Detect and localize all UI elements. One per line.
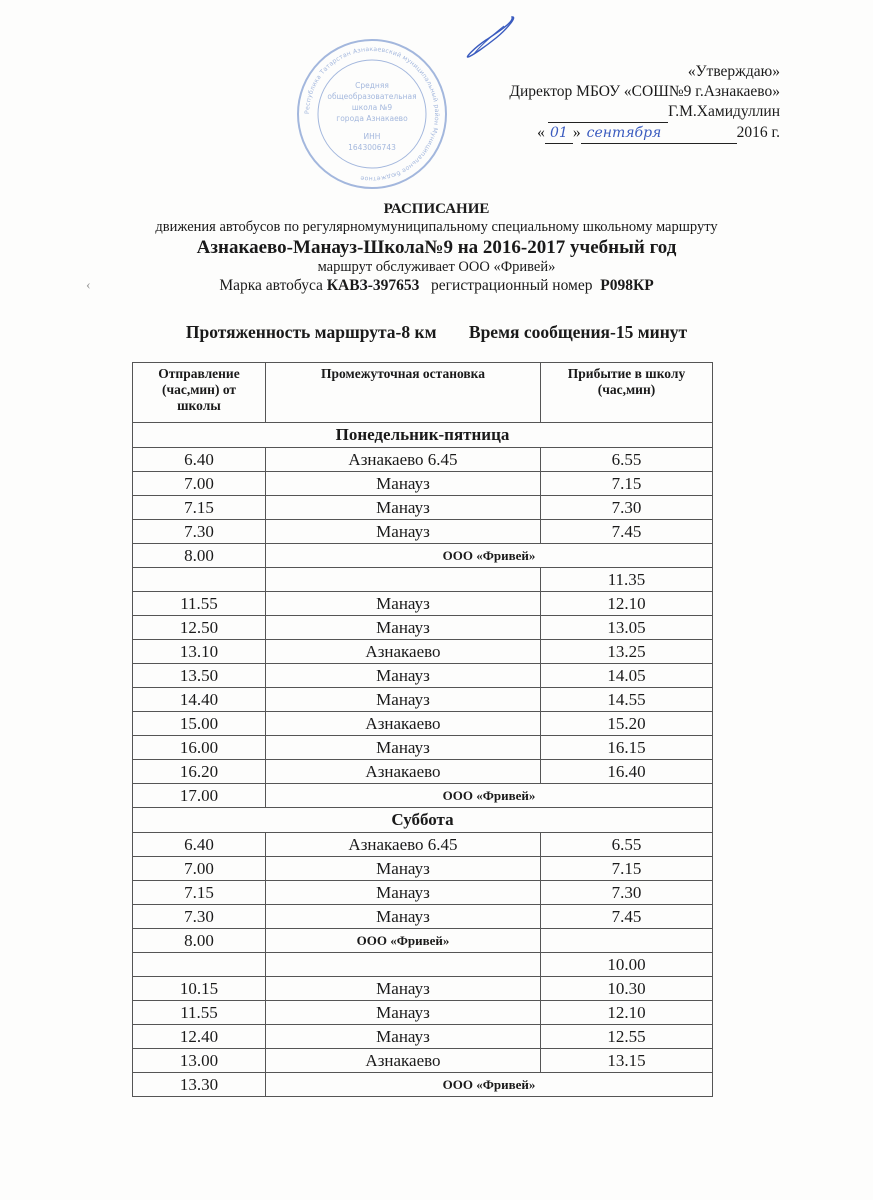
table-row	[133, 592, 713, 616]
table-row	[133, 664, 713, 688]
arrival-time: 13.05	[541, 616, 713, 640]
header-departure: Отправление (час,мин) от школы	[133, 363, 266, 423]
departure-time: 11.55	[133, 1001, 266, 1025]
arrival-time: 7.30	[541, 881, 713, 905]
seal-line: школа №9	[351, 103, 393, 112]
operator-name: ООО «Фривей»	[266, 784, 713, 808]
approval-heading: «Утверждаю»	[687, 63, 780, 80]
arrival-time: 7.45	[541, 905, 713, 929]
departure-time: 13.00	[133, 1049, 266, 1073]
seal-line: Средняя	[355, 81, 389, 90]
departure-time: 8.00	[133, 544, 266, 568]
arrival-time: 6.55	[541, 448, 713, 472]
director-signature	[460, 14, 520, 60]
arrival-time: 13.15	[541, 1049, 713, 1073]
document-heading: РАСПИСАНИЕ	[383, 201, 490, 217]
departure-time: 7.15	[133, 881, 266, 905]
arrival-time: 7.30	[541, 496, 713, 520]
date-day: 01	[545, 123, 573, 144]
intermediate-stop: Азнакаево	[266, 1049, 541, 1073]
arrival-time: 14.55	[541, 688, 713, 712]
table-row	[133, 760, 713, 784]
table-row	[133, 1049, 713, 1073]
table-row	[133, 1073, 713, 1097]
departure-time: 7.00	[133, 857, 266, 881]
intermediate-stop: Манауз	[266, 472, 541, 496]
table-row	[133, 1025, 713, 1049]
intermediate-stop	[266, 953, 541, 977]
intermediate-stop: Азнакаево 6.45	[266, 833, 541, 857]
departure-time: 13.10	[133, 640, 266, 664]
seal-inn-label: ИНН	[363, 132, 381, 141]
intermediate-stop: Азнакаево 6.45	[266, 448, 541, 472]
arrival-time: 11.35	[541, 568, 713, 592]
table-row	[133, 472, 713, 496]
intermediate-stop: Азнакаево	[266, 712, 541, 736]
departure-time: 8.00	[133, 929, 266, 953]
table-row	[133, 688, 713, 712]
day-section-row	[133, 423, 713, 448]
intermediate-stop: Манауз	[266, 1025, 541, 1049]
intermediate-stop: Азнакаево	[266, 760, 541, 784]
intermediate-stop: Манауз	[266, 736, 541, 760]
route-title: Азнакаево-Манауз-Школа№9 на 2016-2017 учебный год	[196, 237, 677, 258]
intermediate-stop: Манауз	[266, 664, 541, 688]
day-section-label: Суббота	[133, 808, 713, 833]
departure-time: 16.20	[133, 760, 266, 784]
table-row	[133, 568, 713, 592]
date-month: сентября	[581, 123, 737, 144]
departure-time: 6.40	[133, 448, 266, 472]
intermediate-stop: Манауз	[266, 1001, 541, 1025]
departure-time: 17.00	[133, 784, 266, 808]
seal-line: города Азнакаево	[336, 114, 408, 123]
reg-label: регистрационный номер	[419, 277, 601, 294]
table-row	[133, 905, 713, 929]
operator-name: ООО «Фривей»	[266, 1073, 713, 1097]
arrival-time: 16.40	[541, 760, 713, 784]
arrival-time: 6.55	[541, 833, 713, 857]
departure-time: 11.55	[133, 592, 266, 616]
reg-number: Р098КР	[600, 277, 654, 294]
approval-position: Директор МБОУ «СОШ№9 г.Азнакаево»	[509, 83, 780, 100]
approval-signer	[509, 102, 780, 123]
route-operator: маршрут обслуживает ООО «Фривей»	[317, 259, 556, 275]
bus-model: КАВЗ-397653	[326, 277, 420, 294]
seal-inn-value: 1643006743	[348, 143, 396, 152]
bus-label: Марка автобуса	[219, 277, 327, 294]
signer-name: Г.М.Хамидуллин	[668, 103, 780, 120]
table-row	[133, 977, 713, 1001]
intermediate-stop: Азнакаево	[266, 640, 541, 664]
table-row	[133, 640, 713, 664]
schedule-body	[133, 423, 713, 1097]
intermediate-stop: Манауз	[266, 977, 541, 1001]
intermediate-stop: Манауз	[266, 592, 541, 616]
intermediate-stop: Манауз	[266, 857, 541, 881]
school-seal-stamp	[296, 38, 448, 190]
departure-time: 12.40	[133, 1025, 266, 1049]
date-open-quote: «	[537, 124, 545, 141]
header-stop: Промежуточная остановка	[266, 363, 541, 423]
intermediate-stop: Манауз	[266, 905, 541, 929]
operator-name: ООО «Фривей»	[266, 544, 713, 568]
arrival-time	[541, 929, 713, 953]
table-row	[133, 544, 713, 568]
bus-info	[0, 276, 873, 295]
day-section-row	[133, 808, 713, 833]
header-arrival: Прибытие в школу (час,мин)	[541, 363, 713, 423]
departure-time: 6.40	[133, 833, 266, 857]
table-row	[133, 1001, 713, 1025]
departure-time: 10.15	[133, 977, 266, 1001]
departure-time: 7.30	[133, 520, 266, 544]
arrival-time: 16.15	[541, 736, 713, 760]
intermediate-stop: Манауз	[266, 881, 541, 905]
arrival-time: 15.20	[541, 712, 713, 736]
departure-time: 15.00	[133, 712, 266, 736]
table-row	[133, 929, 713, 953]
table-row	[133, 712, 713, 736]
intermediate-stop: Манауз	[266, 688, 541, 712]
document-subtitle: движения автобусов по регулярномумуниципальному специальному школьному маршруту	[155, 219, 718, 235]
table-header-row	[133, 363, 713, 423]
table-row	[133, 496, 713, 520]
departure-time: 13.30	[133, 1073, 266, 1097]
arrival-time: 13.25	[541, 640, 713, 664]
arrival-time: 12.10	[541, 592, 713, 616]
arrival-time: 7.45	[541, 520, 713, 544]
departure-time	[133, 953, 266, 977]
route-stats	[0, 322, 873, 343]
table-row	[133, 520, 713, 544]
departure-time	[133, 568, 266, 592]
scan-mark: ‹	[86, 278, 91, 293]
departure-time: 16.00	[133, 736, 266, 760]
route-length: Протяженность маршрута-8 км	[185, 322, 437, 342]
table-row	[133, 736, 713, 760]
intermediate-stop	[266, 568, 541, 592]
table-row	[133, 881, 713, 905]
departure-time: 12.50	[133, 616, 266, 640]
arrival-time: 12.10	[541, 1001, 713, 1025]
route-duration: Время сообщения-15 минут	[468, 322, 688, 342]
table-row	[133, 833, 713, 857]
departure-time: 7.30	[133, 905, 266, 929]
departure-time: 13.50	[133, 664, 266, 688]
date-close-quote: »	[572, 124, 581, 141]
arrival-time: 12.55	[541, 1025, 713, 1049]
departure-time: 7.15	[133, 496, 266, 520]
table-row	[133, 616, 713, 640]
arrival-time: 7.15	[541, 472, 713, 496]
arrival-time: 10.30	[541, 977, 713, 1001]
table-row	[133, 953, 713, 977]
schedule-table	[132, 362, 713, 1097]
table-row	[133, 448, 713, 472]
arrival-time: 10.00	[541, 953, 713, 977]
title-block	[0, 201, 873, 295]
arrival-time: 7.15	[541, 857, 713, 881]
departure-time: 14.40	[133, 688, 266, 712]
signature-line	[548, 102, 668, 123]
table-row	[133, 784, 713, 808]
intermediate-stop: Манауз	[266, 520, 541, 544]
day-section-label: Понедельник-пятница	[133, 423, 713, 448]
seal-ring-text: Республика Татарстан Азнакаевский муниципальный район Муниципальное бюджетное	[303, 45, 441, 183]
seal-line: общеобразовательная	[327, 92, 417, 101]
date-year: 2016 г.	[736, 124, 780, 141]
arrival-time: 14.05	[541, 664, 713, 688]
intermediate-stop: Манауз	[266, 496, 541, 520]
departure-time: 7.00	[133, 472, 266, 496]
intermediate-stop: Манауз	[266, 616, 541, 640]
approval-date	[509, 123, 780, 144]
operator-name: ООО «Фривей»	[266, 929, 541, 953]
table-row	[133, 857, 713, 881]
approval-block	[509, 62, 780, 144]
